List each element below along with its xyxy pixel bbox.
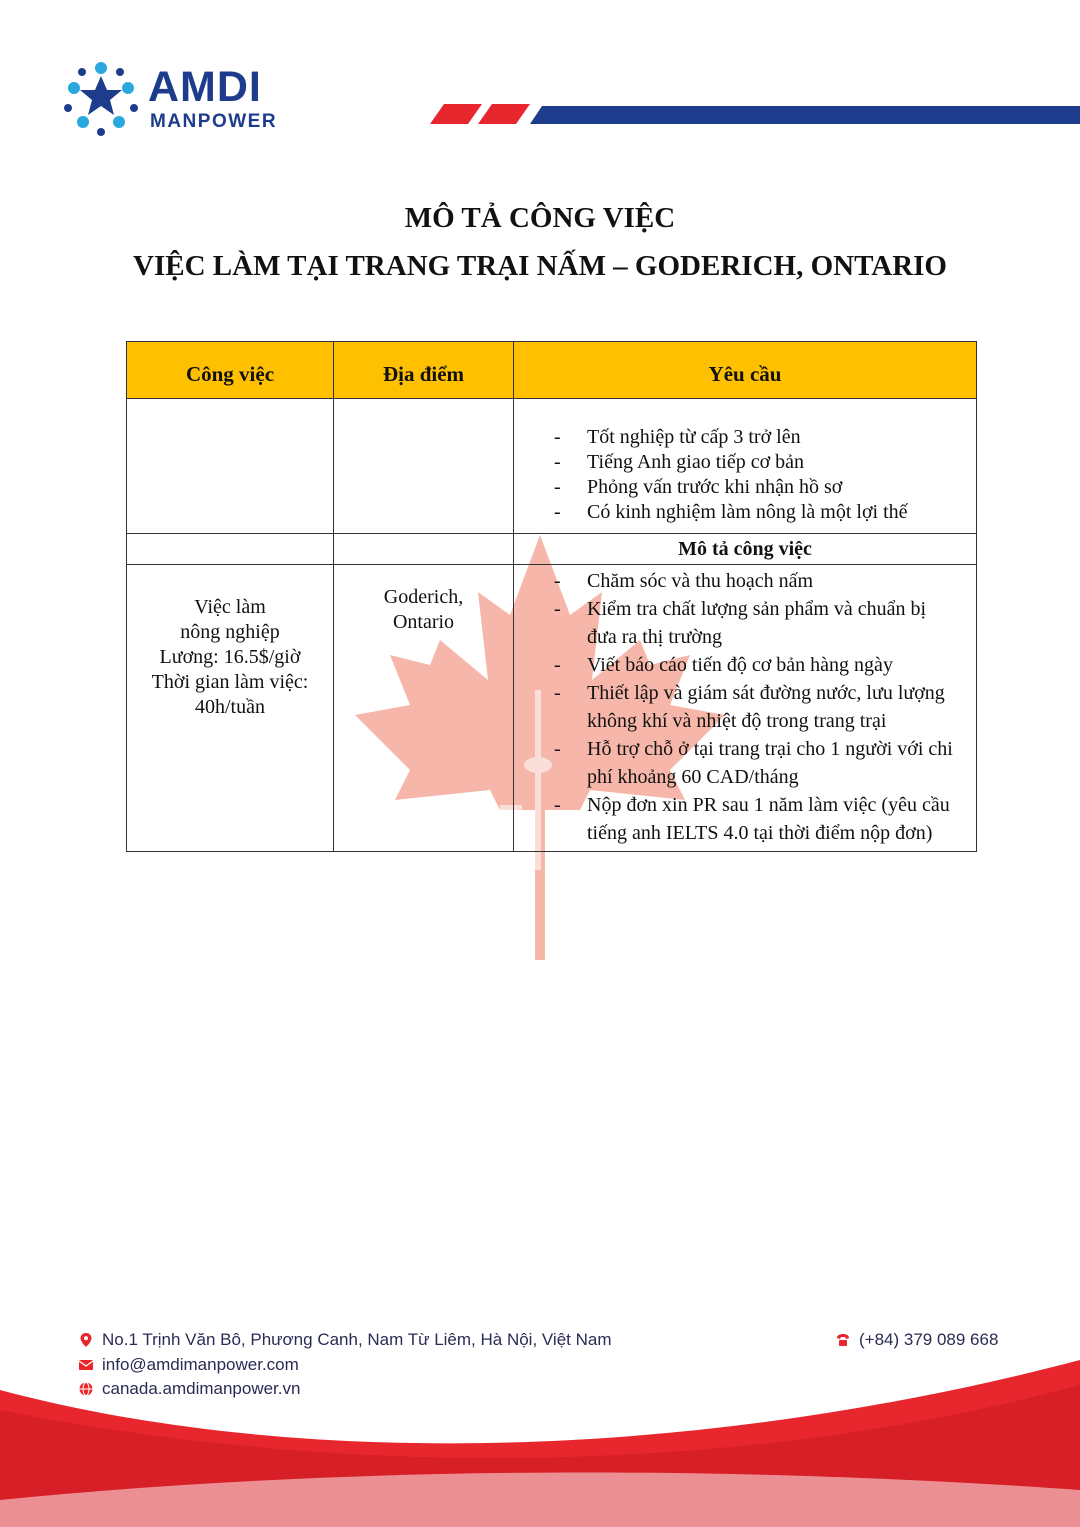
description-cell bbox=[514, 565, 977, 852]
location-city: Goderich, bbox=[383, 586, 464, 608]
table-row bbox=[127, 534, 977, 565]
location-province: Ontario bbox=[392, 611, 455, 633]
header-location: Địa điểm bbox=[334, 342, 514, 399]
empty-cell bbox=[334, 399, 514, 534]
list-item: - Thiết lập và giám sát đường nước, lưu lượng không khí và nhiệt độ trong trang trại bbox=[514, 679, 976, 735]
list-item: - Nộp đơn xin PR sau 1 năm làm việc (yêu cầu tiếng anh IELTS 4.0 tại thời điểm nộp đơn) bbox=[514, 791, 976, 847]
website-link[interactable]: canada.amdimanpower.vn bbox=[102, 1379, 301, 1398]
description-list bbox=[514, 567, 976, 847]
location-pin-icon bbox=[78, 1332, 94, 1348]
job-table bbox=[126, 341, 977, 852]
table-row bbox=[127, 565, 977, 852]
header-stripes bbox=[430, 104, 1080, 126]
list-item: - Tiếng Anh giao tiếp cơ bản bbox=[514, 450, 976, 475]
job-hours-label: Thời gian làm việc: bbox=[151, 671, 309, 693]
header-requirements: Yêu cầu bbox=[514, 342, 977, 399]
logo-mark-icon bbox=[62, 60, 140, 138]
list-item: - Hỗ trợ chỗ ở tại trang trại cho 1 người với chi phí khoảng 60 CAD/tháng bbox=[514, 735, 976, 791]
globe-icon bbox=[78, 1381, 94, 1397]
list-item: - Phỏng vấn trước khi nhận hồ sơ bbox=[514, 475, 976, 500]
logo-subtitle: MANPOWER bbox=[150, 111, 278, 132]
logo-name: AMDI bbox=[148, 63, 262, 111]
job-cell bbox=[127, 565, 334, 852]
empty-cell bbox=[334, 534, 514, 565]
footer-website[interactable] bbox=[78, 1379, 300, 1399]
document-title: MÔ TẢ CÔNG VIỆC bbox=[404, 202, 676, 234]
footer-address bbox=[78, 1330, 612, 1350]
description-heading: Mô tả công việc bbox=[514, 534, 977, 565]
footer-phone[interactable] bbox=[835, 1330, 998, 1350]
phone-number[interactable]: (+84) 379 089 668 bbox=[859, 1330, 999, 1349]
location-cell bbox=[334, 565, 514, 852]
list-item: - Có kinh nghiệm làm nông là một lợi thế bbox=[514, 500, 976, 525]
document-subtitle: VIỆC LÀM TẠI TRANG TRẠI NẤM – GODERICH, ONTARIO bbox=[133, 250, 947, 282]
company-logo bbox=[62, 60, 278, 140]
job-title-line: nông nghiệp bbox=[180, 621, 280, 643]
email-link[interactable]: info@amdimanpower.com bbox=[102, 1355, 299, 1374]
list-item: - Tốt nghiệp từ cấp 3 trở lên bbox=[514, 425, 976, 450]
list-item: - Viết báo cáo tiến độ cơ bản hàng ngày bbox=[514, 651, 976, 679]
list-item: - Kiểm tra chất lượng sản phẩm và chuẩn bị đưa ra thị trường bbox=[514, 595, 976, 651]
job-hours-value: 40h/tuần bbox=[195, 696, 265, 718]
phone-icon bbox=[835, 1332, 851, 1348]
job-title-line: Việc làm bbox=[194, 596, 266, 618]
requirements-list bbox=[514, 425, 976, 525]
empty-cell bbox=[127, 399, 334, 534]
requirements-cell bbox=[514, 399, 977, 534]
mail-icon bbox=[78, 1357, 94, 1373]
footer-email[interactable] bbox=[78, 1355, 299, 1375]
table-header-row bbox=[127, 342, 977, 399]
footer-wave bbox=[0, 1350, 1080, 1527]
table-row bbox=[127, 399, 977, 534]
job-salary: Lương: 16.5$/giờ bbox=[159, 646, 301, 668]
empty-cell bbox=[127, 534, 334, 565]
header-job: Công việc bbox=[127, 342, 334, 399]
list-item: - Chăm sóc và thu hoạch nấm bbox=[514, 567, 976, 595]
address-text: No.1 Trịnh Văn Bô, Phương Canh, Nam Từ Liêm, Hà Nội, Việt Nam bbox=[102, 1330, 612, 1349]
